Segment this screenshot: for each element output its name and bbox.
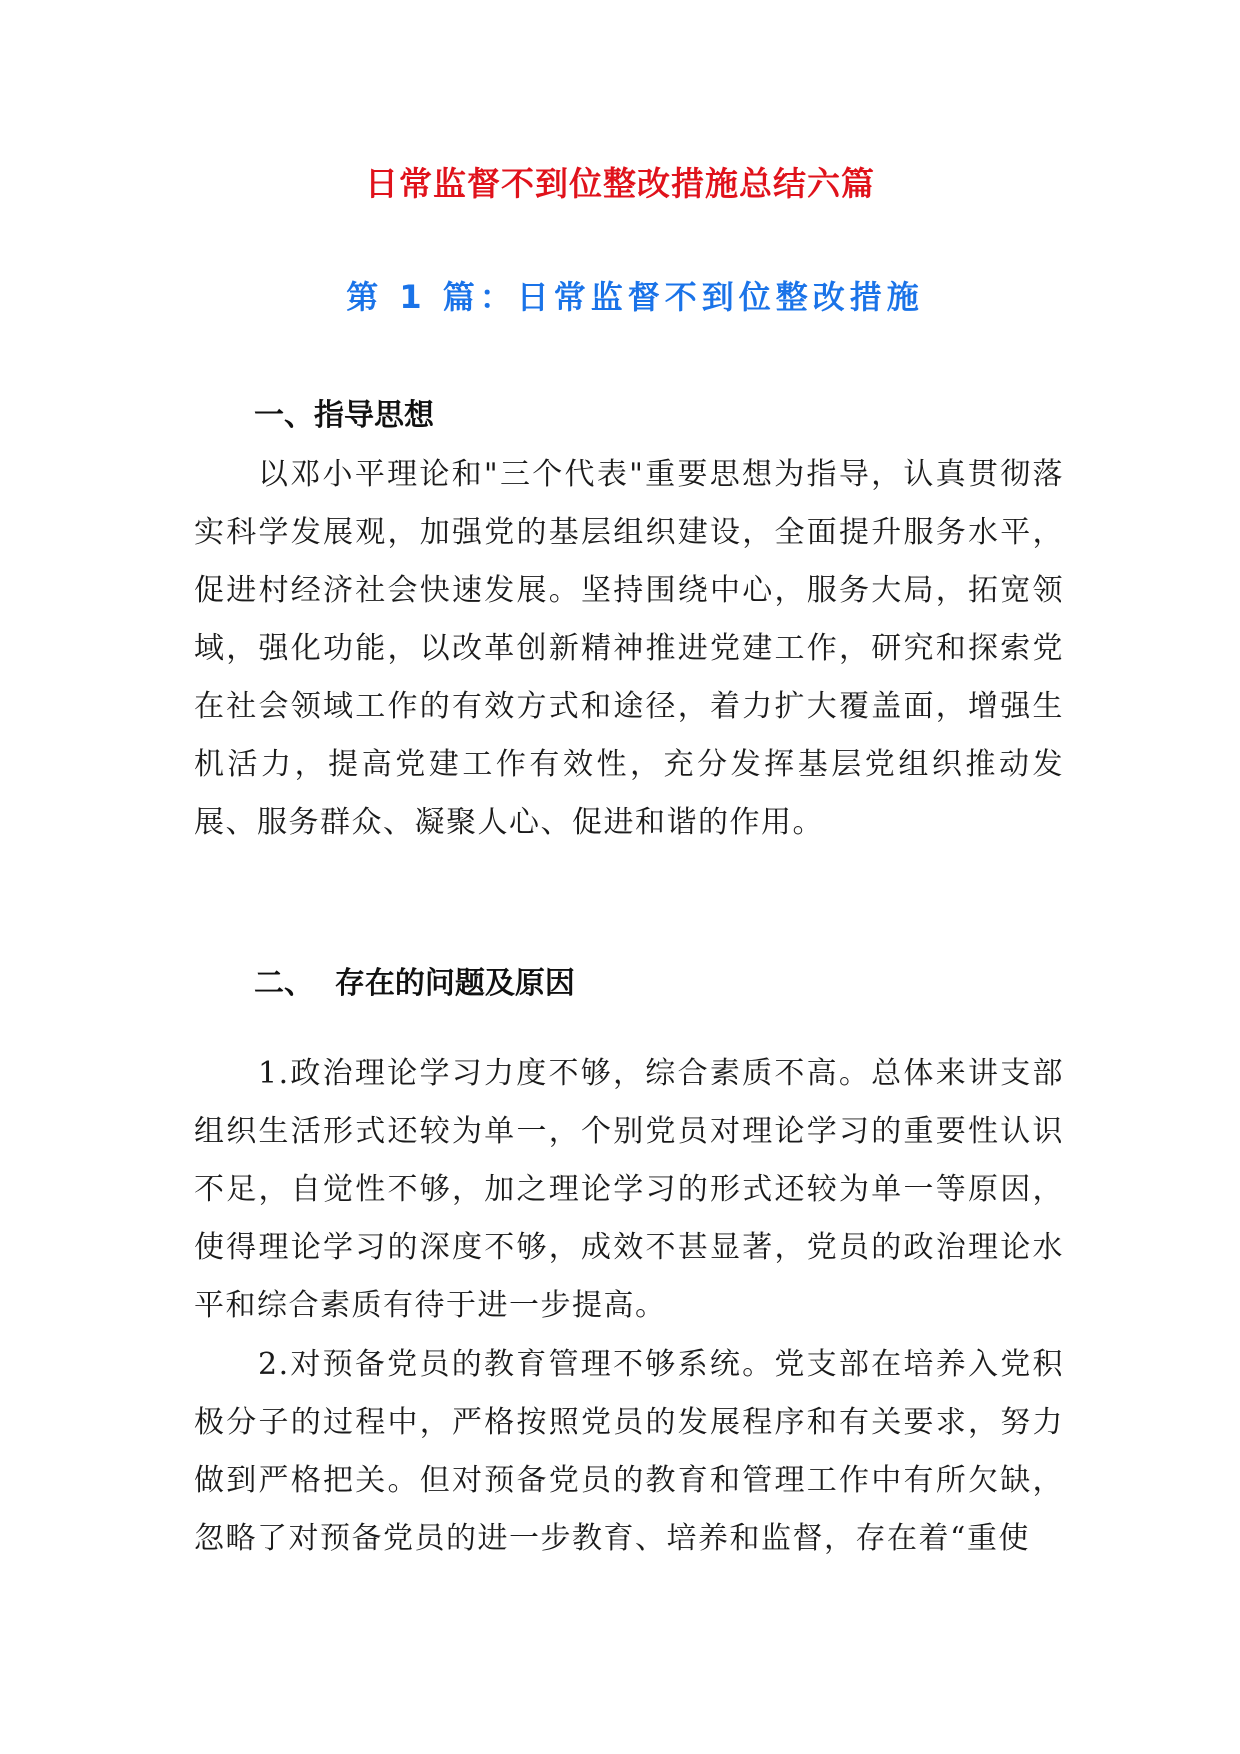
document-subtitle: 第 1 篇：日常监督不到位整改措施 xyxy=(346,278,924,316)
section-heading-guiding-ideology: 一、指导思想 xyxy=(254,398,434,433)
section-heading-problems-causes: 二、 存在的问题及原因 xyxy=(254,966,575,1001)
paragraph-problem-1: 1.政治理论学习力度不够，综合素质不高。总体来讲支部组织生活形式还较为单一，个别党员对理论学习的重要性认识不足，自觉性不够，加之理论学习的形式还较为单一等原因，使得理论学习的深度不够，成效不甚显著，党员的政治理论水平和综合素质有待于进一步提高。 xyxy=(194,1056,1064,1323)
document-title: 日常监督不到位整改措施总结六篇 xyxy=(365,164,875,203)
paragraph-problem-2: 2.对预备党员的教育管理不够系统。党支部在培养入党积极分子的过程中，严格按照党员的发展程序和有关要求，努力做到严格把关。但对预备党员的教育和管理工作中有所欠缺，忽略了对预备党员的进一步教育、培养和监督，存在着“重使 xyxy=(194,1347,1064,1556)
paragraph-guiding-ideology: 以邓小平理论和"三个代表"重要思想为指导，认真贯彻落实科学发展观，加强党的基层组织建设，全面提升服务水平，促进村经济社会快速发展。坚持围绕中心，服务大局，拓宽领域，强化功能，以改革创新精神推进党建工作，研究和探索党在社会领域工作的有效方式和途径，着力扩大覆盖面，增强生机活力，提高党建工作有效性，充分发挥基层党组织推动发展、服务群众、凝聚人心、促进和谐的作用。 xyxy=(194,457,1064,840)
